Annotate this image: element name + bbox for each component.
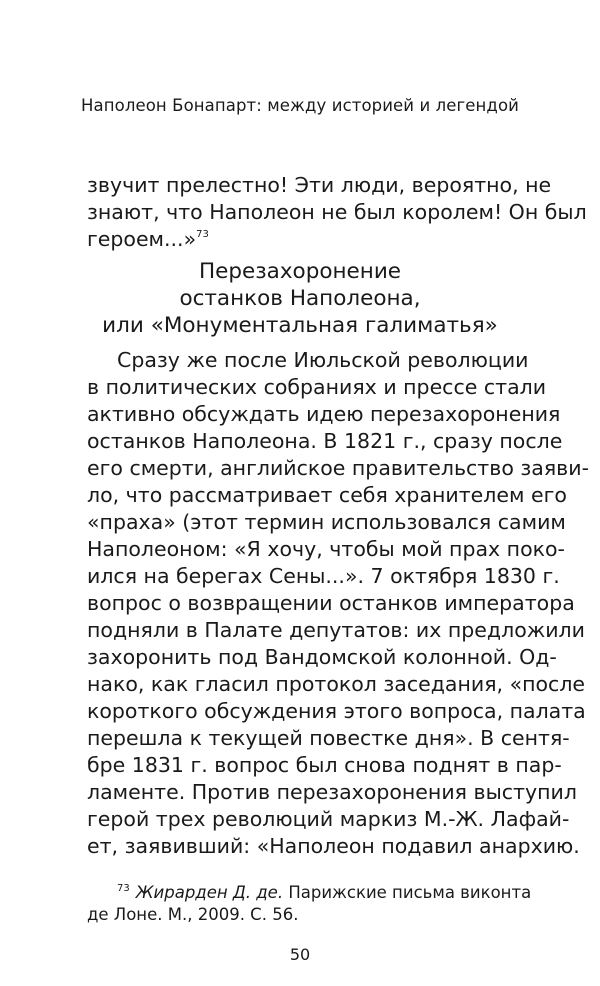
- section-heading-line: или «Монументальная галиматья»: [102, 313, 498, 338]
- paragraph-line: перешла к текущей повестке дня». В сентя-: [87, 726, 570, 750]
- footnote-author: Жирарден Д. де.: [135, 883, 284, 902]
- paragraph-line: короткого обсуждения этого вопроса, палата: [87, 699, 586, 723]
- paragraph-line: герой трех революций маркиз М.-Ж. Лафай-: [87, 807, 570, 831]
- paragraph-line: ет, заявивший: «Наполеон подавил анархию.: [87, 834, 580, 858]
- paragraph-line: останков Наполеона. В 1821 г., сразу после: [87, 429, 563, 453]
- paragraph-line: ламенте. Против перезахоронения выступил: [87, 780, 577, 804]
- section-heading-line: Перезахоронение: [198, 259, 402, 284]
- footnote-reference: 73: [196, 229, 209, 240]
- body-line-text: героем...»: [87, 227, 197, 251]
- paragraph-line: активно обсуждать идею перезахоронения: [87, 402, 561, 426]
- paragraph-line: бре 1831 г. вопрос был снова поднят в пар-: [87, 753, 562, 777]
- paragraph-line: Сразу же после Июльской революции: [117, 348, 529, 372]
- section-heading-line: останков Наполеона,: [179, 286, 421, 311]
- running-head: Наполеон Бонапарт: между историей и легендой: [81, 96, 519, 115]
- body-line: звучит прелестно! Эти люди, вероятно, не: [87, 173, 552, 197]
- footnote-title: Парижские письма виконта: [283, 883, 532, 902]
- body-line: знают, что Наполеон не был королем! Он был: [87, 200, 587, 224]
- paragraph-line: его смерти, английское правительство заяви-: [87, 456, 589, 480]
- paragraph-line: нако, как гласил протокол заседания, «после: [87, 672, 586, 696]
- page-number: 50: [289, 945, 311, 964]
- paragraph-line: Наполеоном: «Я хочу, чтобы мой прах поко-: [87, 537, 565, 561]
- body-line-last: [87, 226, 517, 253]
- footnote-line: де Лоне. М., 2009. С. 56.: [87, 905, 299, 924]
- paragraph-line: вопрос о возвращении останков императора: [87, 591, 575, 615]
- paragraph-line: подняли в Палате депутатов: их предложили: [87, 618, 585, 642]
- footnote-marker: 73: [117, 883, 130, 894]
- paragraph-line: ло, что рассматривает себя хранителем его: [87, 483, 567, 507]
- paragraph-line: «праха» (этот термин использовался самим: [87, 510, 566, 534]
- paragraph-line: захоронить под Вандомской колонной. Од-: [87, 645, 557, 669]
- paragraph-line: ился на берегах Сены...». 7 октября 1830 г.: [87, 564, 560, 588]
- footnote-line: [117, 877, 532, 905]
- paragraph-line: в политических собраниях и прессе стали: [87, 375, 547, 399]
